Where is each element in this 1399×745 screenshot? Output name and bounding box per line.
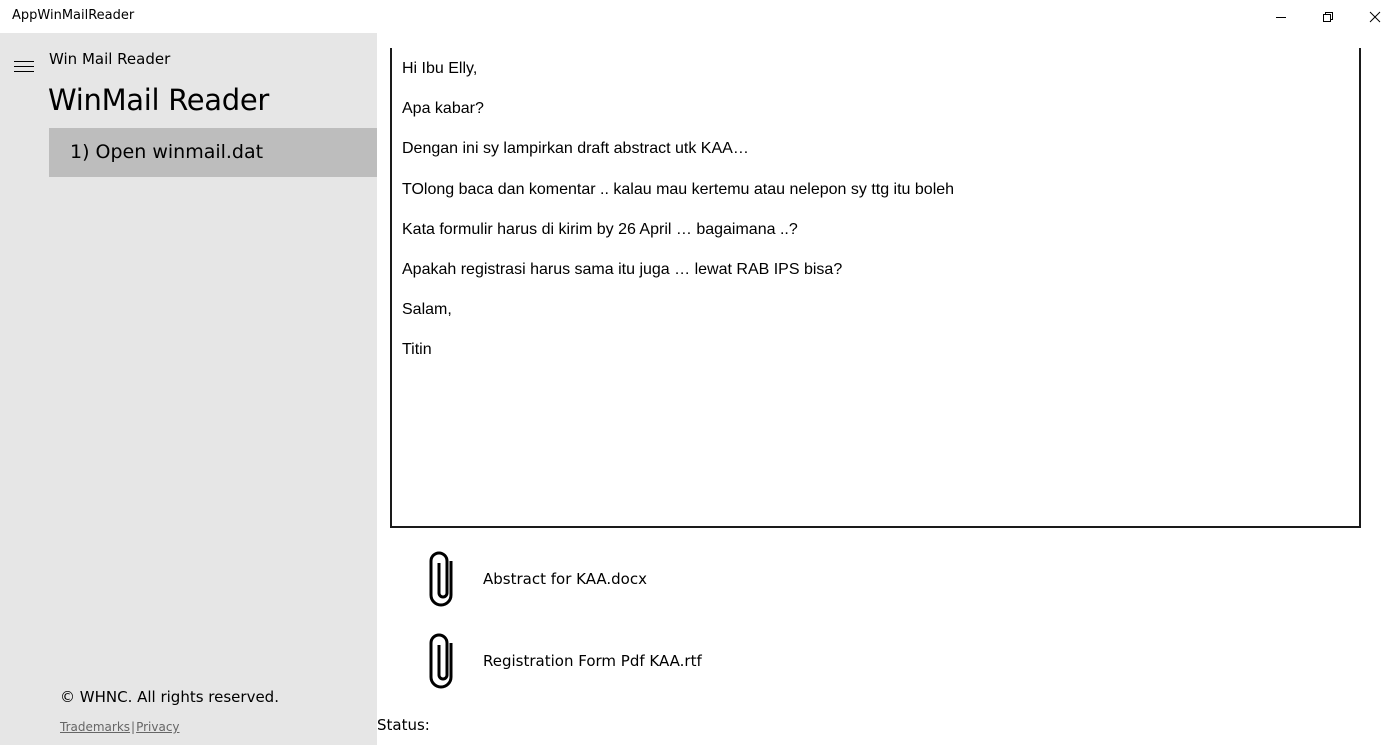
minimize-icon bbox=[1275, 11, 1287, 23]
message-line: Kata formulir harus di kirim by 26 April … bagaimana ..? bbox=[402, 220, 798, 238]
trademarks-link[interactable]: Trademarks bbox=[60, 720, 131, 734]
status-label: Status: bbox=[377, 716, 430, 734]
attachment-item[interactable] bbox=[425, 547, 1025, 611]
hamburger-menu-button[interactable] bbox=[12, 57, 36, 77]
paperclip-icon bbox=[425, 629, 461, 693]
message-line: Salam, bbox=[402, 301, 452, 319]
privacy-link[interactable]: Privacy bbox=[136, 720, 180, 734]
attachment-name: Abstract for KAA.docx bbox=[483, 570, 647, 588]
message-line: Dengan ini sy lampirkan draft abstract utk KAA… bbox=[402, 140, 749, 158]
message-line: Apakah registrasi harus sama itu juga … lewat RAB IPS bisa? bbox=[402, 260, 843, 278]
restore-icon bbox=[1322, 11, 1334, 23]
nav-header: Win Mail Reader bbox=[49, 50, 171, 68]
message-line: Hi Ibu Elly, bbox=[402, 60, 478, 77]
attachment-item[interactable] bbox=[425, 629, 1025, 693]
copyright-text: © WHNC. All rights reserved. bbox=[60, 688, 279, 706]
title-bar bbox=[0, 0, 1399, 33]
message-body-viewer[interactable] bbox=[390, 48, 1361, 528]
main-content bbox=[377, 33, 1399, 745]
message-line: Titin bbox=[402, 341, 432, 359]
hamburger-icon-line bbox=[14, 66, 34, 67]
close-icon bbox=[1369, 11, 1381, 23]
sidebar-item-open-winmail[interactable] bbox=[49, 128, 377, 177]
message-body bbox=[402, 58, 954, 380]
hamburger-icon-line bbox=[14, 71, 34, 72]
footer-links bbox=[60, 720, 180, 734]
hamburger-icon bbox=[14, 61, 34, 62]
paperclip-icon bbox=[425, 547, 461, 611]
minimize-button[interactable] bbox=[1258, 0, 1304, 33]
sidebar-item-label: 1) Open winmail.dat bbox=[70, 141, 264, 163]
link-separator: | bbox=[131, 720, 136, 734]
message-line: TOlong baca dan komentar .. kalau mau kertemu atau nelepon sy ttg itu boleh bbox=[402, 180, 955, 198]
sidebar bbox=[0, 33, 377, 745]
close-button[interactable] bbox=[1352, 0, 1398, 33]
message-line: Apa kabar? bbox=[402, 100, 484, 118]
app-title: AppWinMailReader bbox=[12, 8, 135, 23]
restore-button[interactable] bbox=[1305, 0, 1351, 33]
page-title: WinMail Reader bbox=[48, 83, 270, 117]
attachment-name: Registration Form Pdf KAA.rtf bbox=[483, 652, 702, 670]
